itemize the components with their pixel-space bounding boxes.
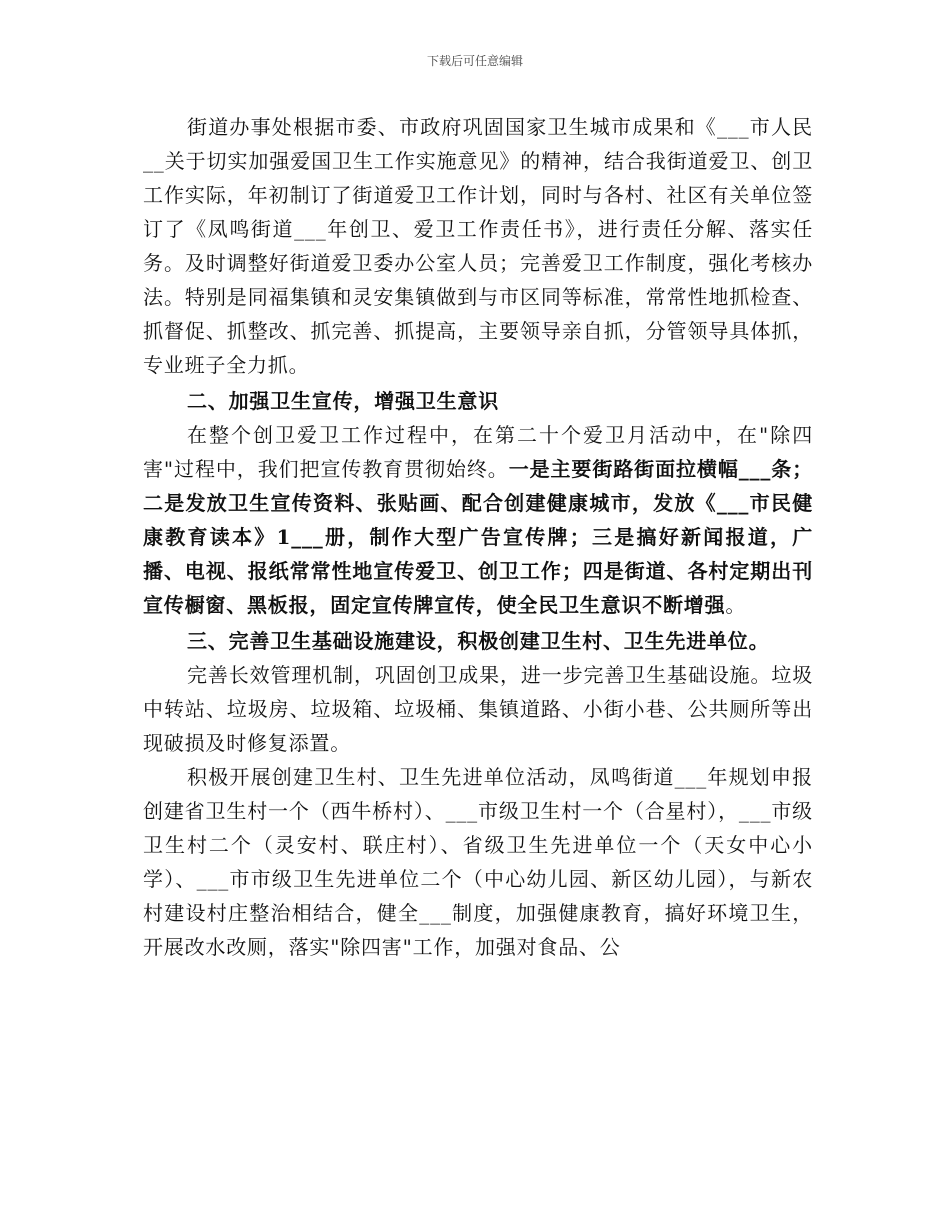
page-header: 下载后可任意编辑 xyxy=(426,54,523,68)
paragraph-4: 积极开展创建卫生村、卫生先进单位活动，凤鸣街道___年规划申报创建省卫生村一个（西牛桥村）、___市级卫生村一个（合星村），___市级卫生村二个（灵安村、联庄村）、省级卫生先进单位一个（天女中心小学）、___市市级卫生先进单位二个（中心幼儿园、新区幼儿园），与新农村建设村庄整治相结合，健全___制度，加强健康教育，搞好环境卫生，开展改水改厕，落实"除四害"工作，加强对食品、公 xyxy=(143,765,813,959)
paragraph-3: 完善长效管理机制，巩固创卫成果，进一步完善卫生基础设施。垃圾中转站、垃圾房、垃圾箱、垃圾桶、集镇道路、小街小巷、公共厕所等出现破损及时修复添置。 xyxy=(143,663,813,755)
paragraph-2-bold-text: 一是主要街路街面拉横幅___条；二是发放卫生宣传资料、张贴画、配合创建健康城市，发放《___市民健康教育读本》1___册，制作大型广告宣传牌；三是搞好新闻报道，广播、电视、报纸常常性地宣传爱卫、创卫工作；四是街道、各村定期出刊宣传橱窗、黑板报，固定宣传牌宣传，使全民卫生意识不断增强 xyxy=(143,457,813,617)
paragraph-1: 街道办事处根据市委、市政府巩固国家卫生城市成果和《___市人民__关于切实加强爱国卫生工作实施意见》的精神，结合我街道爱卫、创卫工作实际，年初制订了街道爱卫工作计划，同时与各村、社区有关单位签订了《凤鸣街道___年创卫、爱卫工作责任书》，进行责任分解、落实任务。及时调整好街道爱卫委办公室人员；完善爱卫工作制度，强化考核办法。特别是同福集镇和灵安集镇做到与市区同等标准，常常性地抓检查、抓督促、抓整改、抓完善、抓提高，主要领导亲自抓，分管领导具体抓，专业班子全力抓。 xyxy=(143,115,813,377)
document-body xyxy=(143,110,813,964)
paragraph-2 xyxy=(143,418,813,622)
paragraph-2-text: 在整个创卫爱卫工作过程中，在第二十个爱卫月活动中，在"除四害"过程中，我们把宣传教育贯彻始终。 xyxy=(143,423,813,481)
section-heading-2: 二、加强卫生宣传，增强卫生意识 xyxy=(187,389,499,413)
section-heading-3: 三、完善卫生基础设施建设，积极创建卫生村、卫生先进单位。 xyxy=(187,629,770,653)
paragraph-2-end: 。 xyxy=(725,593,747,617)
